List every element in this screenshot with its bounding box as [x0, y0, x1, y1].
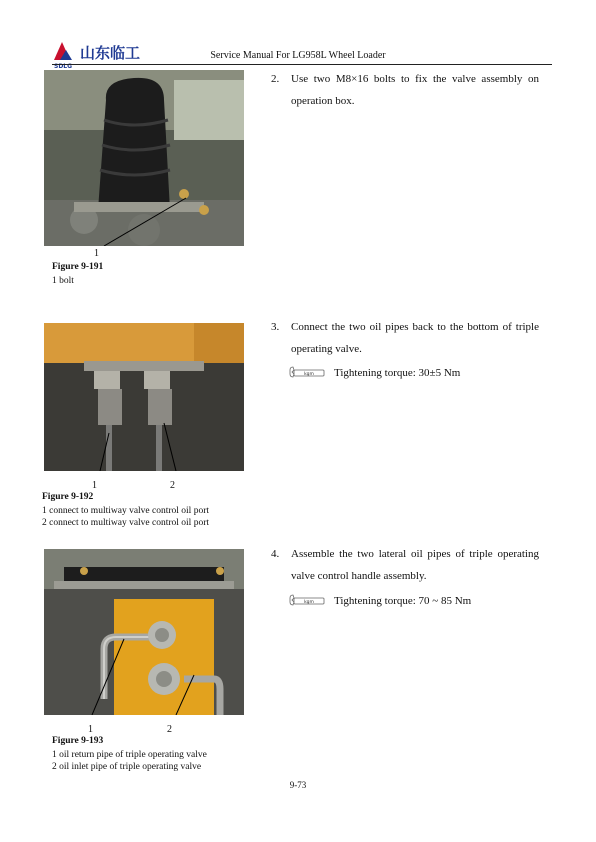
torque-wrench-icon	[288, 366, 326, 380]
figure-193-caption-2: 2 oil inlet pipe of triple operating valve	[52, 762, 202, 772]
figure-192-caption-1: 1 connect to multiway valve control oil port	[42, 506, 210, 516]
step-4-text: Assemble the two lateral oil pipes of triple operating valve control handle assembly.	[291, 548, 539, 582]
torque-icon-label: kgm	[304, 372, 314, 377]
header-divider	[52, 64, 552, 65]
figure-193-callout-2: 2	[167, 724, 172, 735]
step-2	[271, 68, 539, 112]
logo-text: 山东临工	[80, 44, 141, 62]
step-2-number: 2.	[271, 73, 280, 85]
header-title: Service Manual For LG958L Wheel Loader	[210, 50, 386, 61]
figure-192-caption-2: 2 connect to multiway valve control oil port	[42, 518, 210, 528]
figure-192-title: Figure 9-192	[42, 492, 94, 502]
step-2-text: Use two M8×16 bolts to fix the valve assembly on operation box.	[291, 73, 539, 107]
figure-193-photo	[44, 549, 244, 715]
step-4-number: 4.	[271, 548, 280, 560]
step-4-torque-text: Tightening torque: 70 ~ 85 Nm	[334, 595, 472, 607]
figure-191-title: Figure 9-191	[52, 262, 104, 272]
step-4	[271, 543, 539, 587]
figure-192-callout-1: 1	[92, 480, 97, 491]
step-4-torque	[288, 594, 471, 608]
torque-icon-label: kgm	[304, 600, 314, 605]
step-3-torque	[288, 366, 460, 380]
step-3-torque-text: Tightening torque: 30±5 Nm	[334, 367, 461, 379]
figure-193-caption-1: 1 oil return pipe of triple operating valve	[52, 750, 207, 760]
logo-sub: SDLG	[54, 63, 73, 70]
figure-192-callout-2: 2	[170, 480, 175, 491]
figure-191-photo	[44, 70, 244, 246]
figure-191-callout-1: 1	[94, 248, 99, 259]
page-number: 9-73	[289, 780, 307, 790]
figure-193-callout-1: 1	[88, 724, 93, 735]
figure-192-photo	[44, 323, 244, 471]
figure-193-title: Figure 9-193	[52, 736, 104, 746]
step-3-number: 3.	[271, 321, 280, 333]
step-3-text: Connect the two oil pipes back to the bottom of triple operating valve.	[291, 321, 539, 355]
figure-191-caption-1: 1 bolt	[52, 276, 74, 286]
torque-wrench-icon	[288, 594, 326, 608]
step-3	[271, 316, 539, 360]
